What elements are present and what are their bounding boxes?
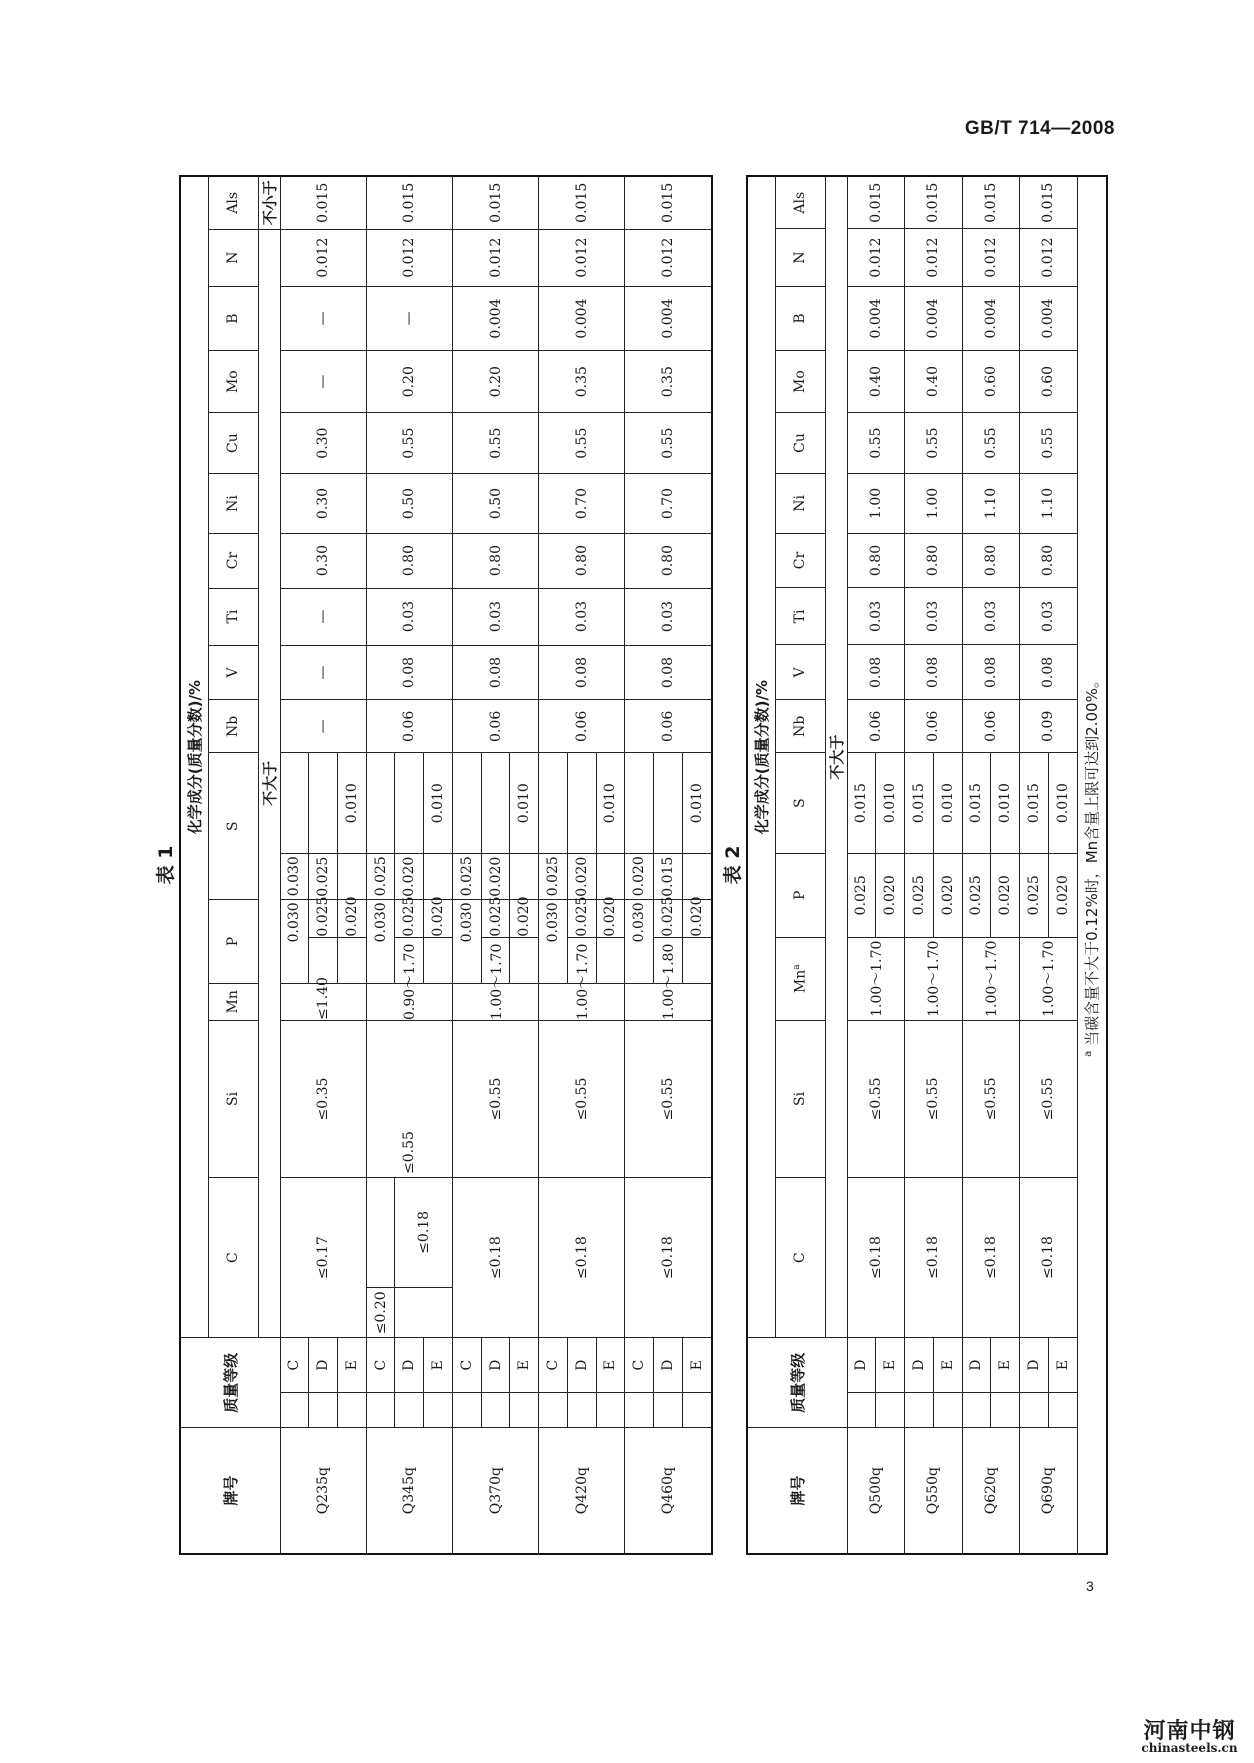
t1-cell: 0.20 xyxy=(366,351,452,412)
t1-cell: 0.03 xyxy=(452,588,538,645)
t1-quality: C xyxy=(539,1338,568,1393)
t1-cell: 0.015 xyxy=(625,176,712,229)
t1-cell: 0.80 xyxy=(625,533,712,588)
t1-cell: 0.015 xyxy=(280,176,366,229)
t2-header-n: N xyxy=(775,229,825,286)
t2-cell: 0.09 xyxy=(1020,700,1078,753)
t2-header-p: P xyxy=(775,854,825,937)
t2-header-v: V xyxy=(775,645,825,700)
t1-cell: 1.00～1.70 xyxy=(452,983,538,1020)
t2-cell: ≤0.55 xyxy=(962,1020,1020,1177)
t1-quality: D xyxy=(309,1338,338,1393)
t1-quality: D xyxy=(654,1338,683,1393)
t1-cell: 0.35 xyxy=(625,351,712,412)
t1-cell: 0.025 xyxy=(567,900,596,937)
t2-cell: 0.40 xyxy=(905,351,963,412)
t1-quality: C xyxy=(366,1338,395,1393)
t2-header-c: C xyxy=(775,1177,825,1337)
t1-quality: E xyxy=(682,1338,712,1393)
t2-cell: 1.00～1.70 xyxy=(847,937,905,1020)
t1-cell: 0.020 xyxy=(682,900,712,937)
t1-cell: 0.55 xyxy=(452,412,538,473)
footnote-mark: a xyxy=(1083,1050,1095,1057)
t1-cell: 0.020 xyxy=(596,900,625,937)
t2-cell: 0.03 xyxy=(962,588,1020,645)
t1-cell: 0.004 xyxy=(625,286,712,351)
t2-cell: 0.03 xyxy=(847,588,905,645)
t2-header-quality: 质量等级 xyxy=(747,1338,847,1428)
t1-cell: — xyxy=(366,286,452,351)
t1-cell: 0.010 xyxy=(337,753,366,854)
t1-quality: D xyxy=(395,1338,424,1393)
t1-cell: 0.55 xyxy=(366,412,452,473)
t1-cell: 0.55 xyxy=(539,412,625,473)
t2-quality: D xyxy=(905,1338,934,1393)
t1-cell: 0.80 xyxy=(452,533,538,588)
t2-cell: 0.55 xyxy=(1020,412,1078,473)
t1-cell: ≤0.55 xyxy=(452,1020,538,1177)
t2-cell: 0.004 xyxy=(1020,286,1078,351)
t2-cell: 0.004 xyxy=(847,286,905,351)
t2-cell: 0.08 xyxy=(905,645,963,700)
t2-quality: E xyxy=(991,1338,1020,1393)
t1-quality: C xyxy=(452,1338,481,1393)
t1-cell: 0.025 xyxy=(654,900,683,937)
t2-header-mn: Mn$^a$ xyxy=(775,937,825,1020)
t1-cell: 0.06 xyxy=(366,700,452,753)
t2-cell: 0.012 xyxy=(962,229,1020,286)
t2-cell: 0.40 xyxy=(847,351,905,412)
t2-cell: 0.08 xyxy=(1020,645,1078,700)
t1-cell: 0.012 xyxy=(625,229,712,286)
t1-header-grade: 牌号 xyxy=(180,1428,280,1554)
t1-cell: 0.025 xyxy=(395,900,424,937)
t1-header-not-greater: 不大于 xyxy=(258,229,280,1338)
t1-cell: 0.50 xyxy=(366,474,452,533)
t2-cell: 0.012 xyxy=(905,229,963,286)
t1-quality: C xyxy=(625,1338,654,1393)
t1-header-ti: Ti xyxy=(208,588,258,645)
t1-cell: 0.06 xyxy=(452,700,538,753)
t2-cell: 0.010 xyxy=(1048,753,1077,854)
t2-cell: 0.020 xyxy=(1048,854,1077,937)
t1-header-s: S xyxy=(208,753,258,900)
t1-cell: 0.20 xyxy=(452,351,538,412)
t2-header-ni: Ni xyxy=(775,474,825,533)
t1-cell: 0.004 xyxy=(539,286,625,351)
t1-cell: 0.010 xyxy=(424,753,453,854)
t1-cell: 0.010 xyxy=(596,753,625,854)
t2-cell: 0.012 xyxy=(1020,229,1078,286)
t2-cell: 0.015 xyxy=(905,176,963,229)
t1-cell: 0.015 xyxy=(654,854,683,900)
t1-cell: 0.030 xyxy=(539,900,568,983)
t1-header-b: B xyxy=(208,286,258,351)
t2-cell: 0.020 xyxy=(933,854,962,937)
t2-cell: 0.015 xyxy=(1020,176,1078,229)
t1-cell: ≤0.35 xyxy=(280,1020,366,1177)
t1-cell: ≤0.18 xyxy=(625,1177,712,1337)
t1-header-nb: Nb xyxy=(208,700,258,753)
t1-cell: 0.030 xyxy=(366,900,395,983)
t2-cell: 1.00 xyxy=(847,474,905,533)
t2-quality: E xyxy=(876,1338,905,1393)
t1-cell: 0.08 xyxy=(625,645,712,700)
t1-cell: 0.50 xyxy=(452,474,538,533)
watermark-name: 河南中钢 xyxy=(1143,1718,1236,1744)
t2-cell: 1.00 xyxy=(905,474,963,533)
t1-cell: 0.025 xyxy=(309,900,338,937)
t1-cell: — xyxy=(280,645,366,700)
t1-cell: 0.025 xyxy=(539,854,568,900)
t2-cell: 1.00～1.70 xyxy=(905,937,963,1020)
t1-quality: D xyxy=(481,1338,510,1393)
t2-cell: ≤0.55 xyxy=(847,1020,905,1177)
t2-quality: D xyxy=(1020,1338,1049,1393)
t1-cell: ≤0.20 xyxy=(366,1287,395,1337)
t1-cell: ≤0.55 xyxy=(366,1020,452,1177)
t2-cell: 0.60 xyxy=(1020,351,1078,412)
t1-grade-q420q: Q420q xyxy=(539,1428,625,1554)
t1-header-p: P xyxy=(208,900,258,983)
t1-cell: 0.03 xyxy=(366,588,452,645)
t1-grade-q235q: Q235q xyxy=(280,1428,366,1554)
t2-cell: 0.004 xyxy=(905,286,963,351)
t1-cell: 0.08 xyxy=(366,645,452,700)
t1-cell: 0.80 xyxy=(366,533,452,588)
t1-header-cu: Cu xyxy=(208,412,258,473)
t2-cell: 0.80 xyxy=(847,533,905,588)
t1-header-si: Si xyxy=(208,1020,258,1177)
t2-header-s: S xyxy=(775,753,825,854)
t1-cell: 0.020 xyxy=(625,854,654,900)
t1-cell: 1.00～1.70 xyxy=(539,983,625,1020)
t1-cell: 0.010 xyxy=(510,753,539,854)
t1-cell: 1.00～1.80 xyxy=(625,983,712,1020)
t2-quality: D xyxy=(847,1338,876,1393)
t1-cell: 0.004 xyxy=(452,286,538,351)
t1-cell: 0.020 xyxy=(567,854,596,900)
t2-cell: 0.025 xyxy=(962,854,991,937)
t2-cell: 0.80 xyxy=(905,533,963,588)
t1-header-ni: Ni xyxy=(208,474,258,533)
table1-caption: 表 1 xyxy=(155,845,177,885)
t1-grade-q370q: Q370q xyxy=(452,1428,538,1554)
t2-cell: 0.03 xyxy=(905,588,963,645)
t2-cell: 0.55 xyxy=(962,412,1020,473)
t2-cell: 0.08 xyxy=(847,645,905,700)
t1-cell: 0.020 xyxy=(481,854,510,900)
t2-cell: 0.015 xyxy=(962,753,991,854)
t2-header-mo: Mo xyxy=(775,351,825,412)
t2-cell: ≤0.18 xyxy=(905,1177,963,1337)
t1-quality: E xyxy=(337,1338,366,1393)
t2-header-ti: Ti xyxy=(775,588,825,645)
t1-header-cr: Cr xyxy=(208,533,258,588)
t1-cell: 0.030 xyxy=(625,900,654,983)
t2-cell: ≤0.55 xyxy=(1020,1020,1078,1177)
t2-cell: 0.004 xyxy=(962,286,1020,351)
standard-code: GB/T 714—2008 xyxy=(964,118,1115,139)
t1-cell: 0.30 xyxy=(280,412,366,473)
t1-quality: E xyxy=(510,1338,539,1393)
t2-cell: 0.80 xyxy=(1020,533,1078,588)
t1-grade-q345q: Q345q xyxy=(366,1428,452,1554)
t1-header-not-less: 不小于 xyxy=(258,176,280,229)
table1 xyxy=(179,175,713,1555)
t1-cell: 0.06 xyxy=(539,700,625,753)
t2-cell: ≤0.55 xyxy=(905,1020,963,1177)
t1-cell: 0.30 xyxy=(280,474,366,533)
t2-header-cr: Cr xyxy=(775,533,825,588)
t1-cell: 0.70 xyxy=(539,474,625,533)
t1-quality: D xyxy=(567,1338,596,1393)
t1-cell: 0.025 xyxy=(366,854,395,900)
t1-cell: 0.80 xyxy=(539,533,625,588)
t2-cell: 0.020 xyxy=(876,854,905,937)
table2-footnote xyxy=(1077,176,1107,1554)
t1-cell: ≤0.17 xyxy=(280,1177,366,1337)
t1-quality: E xyxy=(424,1338,453,1393)
t1-cell: ≤0.18 xyxy=(539,1177,625,1337)
t1-grade-q460q: Q460q xyxy=(625,1428,712,1554)
t1-cell: 0.015 xyxy=(539,176,625,229)
t1-cell: — xyxy=(280,588,366,645)
t2-cell: 0.06 xyxy=(962,700,1020,753)
t2-header-grade: 牌号 xyxy=(747,1428,847,1554)
t2-cell: ≤0.18 xyxy=(847,1177,905,1337)
t1-cell: 0.020 xyxy=(424,900,453,937)
t1-cell: 0.020 xyxy=(510,900,539,937)
t1-cell: 0.020 xyxy=(337,900,366,937)
t2-cell: 0.010 xyxy=(933,753,962,854)
t1-header-chem-group: 化学成分(质量分数)/% xyxy=(180,176,208,1338)
t1-quality: C xyxy=(280,1338,309,1393)
t1-cell: 0.90～1.70 xyxy=(366,983,452,1020)
t2-cell: 1.10 xyxy=(1020,474,1078,533)
t1-header-quality: 质量等级 xyxy=(180,1338,280,1428)
t1-cell: 0.030 xyxy=(280,900,309,983)
t2-cell: 0.025 xyxy=(1020,854,1049,937)
t1-cell: 0.03 xyxy=(539,588,625,645)
t1-cell: 0.30 xyxy=(280,533,366,588)
t2-header-b: B xyxy=(775,286,825,351)
t1-header-c: C xyxy=(208,1177,258,1337)
t1-header-mo: Mo xyxy=(208,351,258,412)
t1-cell: 0.030 xyxy=(280,854,309,900)
t2-grade-q500q: Q500q xyxy=(847,1428,905,1554)
watermark xyxy=(1125,1720,1254,1754)
t1-cell: 0.025 xyxy=(452,854,481,900)
t1-cell: 0.70 xyxy=(625,474,712,533)
t1-cell: ≤0.18 xyxy=(452,1177,538,1337)
t2-cell: 1.00～1.70 xyxy=(1020,937,1078,1020)
t1-cell: 0.35 xyxy=(539,351,625,412)
t2-cell: 0.015 xyxy=(847,753,876,854)
t2-cell: ≤0.18 xyxy=(962,1177,1020,1337)
t1-cell: 0.010 xyxy=(682,753,712,854)
table2 xyxy=(746,175,1108,1555)
t1-cell: 0.03 xyxy=(625,588,712,645)
t1-cell: ≤0.18 xyxy=(395,1177,452,1287)
t2-cell: 0.03 xyxy=(1020,588,1078,645)
t1-cell: 0.55 xyxy=(625,412,712,473)
t2-cell: 0.015 xyxy=(905,753,934,854)
footnote-text: 当碳含量不大于0.12%时，Mn含量上限可达到2.00%。 xyxy=(1083,673,1102,1046)
t2-cell: 0.012 xyxy=(847,229,905,286)
t2-quality: E xyxy=(933,1338,962,1393)
t1-cell: 0.012 xyxy=(539,229,625,286)
t2-cell: 0.55 xyxy=(905,412,963,473)
t2-cell: 0.015 xyxy=(962,176,1020,229)
t1-cell: 0.015 xyxy=(366,176,452,229)
watermark-url: chinasteels.cn xyxy=(1141,1741,1238,1755)
t2-cell: 1.10 xyxy=(962,474,1020,533)
t2-cell: 0.015 xyxy=(847,176,905,229)
t1-cell: 0.06 xyxy=(625,700,712,753)
t1-cell: — xyxy=(280,351,366,412)
t1-cell: ≤0.55 xyxy=(625,1020,712,1177)
t1-cell: 0.012 xyxy=(366,229,452,286)
t2-cell: 0.025 xyxy=(847,854,876,937)
t2-cell: 0.020 xyxy=(991,854,1020,937)
t2-cell: 0.55 xyxy=(847,412,905,473)
t1-cell: 0.08 xyxy=(539,645,625,700)
t1-cell: 0.025 xyxy=(481,900,510,937)
t1-cell: 0.030 xyxy=(452,900,481,983)
t2-cell: 0.010 xyxy=(876,753,905,854)
t2-header-als: Als xyxy=(775,176,825,229)
t2-header-not-greater: 不大于 xyxy=(825,176,847,1338)
t1-header-v: V xyxy=(208,645,258,700)
t1-cell: ≤1.40 xyxy=(280,983,366,1020)
t1-cell: 0.012 xyxy=(452,229,538,286)
t2-header-nb: Nb xyxy=(775,700,825,753)
table2-caption: 表 2 xyxy=(722,845,744,885)
t1-quality: E xyxy=(596,1338,625,1393)
t2-cell: 1.00～1.70 xyxy=(962,937,1020,1020)
t1-cell: 0.020 xyxy=(395,854,424,900)
t1-cell: 0.025 xyxy=(309,854,338,900)
t1-header-als: Als xyxy=(208,176,258,229)
t2-grade-q620q: Q620q xyxy=(962,1428,1020,1554)
t2-header-si: Si xyxy=(775,1020,825,1177)
page-number: 3 xyxy=(1086,1578,1094,1594)
t2-cell: ≤0.18 xyxy=(1020,1177,1078,1337)
t1-header-mn: Mn xyxy=(208,983,258,1020)
t1-header-n: N xyxy=(208,229,258,286)
t1-cell: 0.012 xyxy=(280,229,366,286)
t2-header-cu: Cu xyxy=(775,412,825,473)
t1-cell: 0.015 xyxy=(452,176,538,229)
t2-cell: 0.025 xyxy=(905,854,934,937)
t2-quality: E xyxy=(1048,1338,1077,1393)
t2-header-chem-group: 化学成分(质量分数)/% xyxy=(747,176,775,1338)
t2-grade-q690q: Q690q xyxy=(1020,1428,1078,1554)
t2-grade-q550q: Q550q xyxy=(905,1428,963,1554)
t2-quality: D xyxy=(962,1338,991,1393)
t2-cell: 0.80 xyxy=(962,533,1020,588)
t2-cell: 0.06 xyxy=(905,700,963,753)
t1-cell: — xyxy=(280,286,366,351)
t2-cell: 0.015 xyxy=(1020,753,1049,854)
t2-cell: 0.06 xyxy=(847,700,905,753)
t1-cell: — xyxy=(280,700,366,753)
t2-cell: 0.08 xyxy=(962,645,1020,700)
t2-cell: 0.010 xyxy=(991,753,1020,854)
t1-cell: ≤0.55 xyxy=(539,1020,625,1177)
t2-cell: 0.60 xyxy=(962,351,1020,412)
t1-cell: 0.08 xyxy=(452,645,538,700)
footnote-ref: a xyxy=(791,964,802,970)
